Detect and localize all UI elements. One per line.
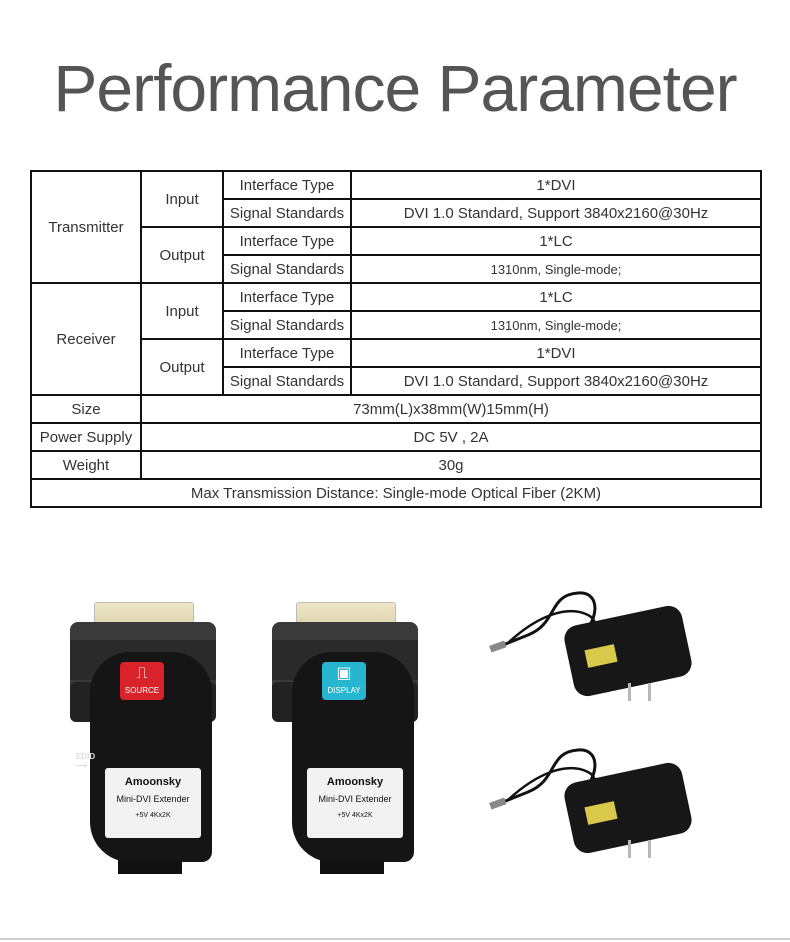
- device-label: [307, 768, 403, 838]
- power-supply-label: Power Supply: [31, 423, 141, 451]
- rx-output-label: Output: [141, 339, 223, 395]
- source-button: [120, 662, 164, 700]
- max-distance-row: Max Transmission Distance: Single-mode Optical Fiber (2KM): [31, 479, 761, 507]
- tx-input-label: Input: [141, 171, 223, 227]
- tx-output-interface-value: 1*LC: [351, 227, 761, 255]
- size-value: 73mm(L)x38mm(W)15mm(H): [141, 395, 761, 423]
- brand-name: Amoonsky: [124, 776, 182, 788]
- interface-type-label: Interface Type: [223, 339, 351, 367]
- display-icon: ▣: [336, 665, 352, 682]
- model-name: Mini-DVI Extender: [318, 794, 392, 804]
- power-adapter-image: [488, 742, 698, 862]
- receiver-device-image: [272, 602, 422, 872]
- interface-type-label: Interface Type: [223, 283, 351, 311]
- table-row: [31, 171, 761, 199]
- signal-standards-label: Signal Standards: [223, 255, 351, 283]
- device-foot: [320, 860, 384, 874]
- signal-standards-label: Signal Standards: [223, 199, 351, 227]
- table-row: [31, 339, 761, 367]
- size-label: Size: [31, 395, 141, 423]
- source-icon: ⎍: [136, 665, 148, 682]
- device-specs: +5V 4Kx2K: [337, 812, 373, 819]
- table-row: [31, 451, 761, 479]
- rx-output-signal-value: DVI 1.0 Standard, Support 3840x2160@30Hz: [351, 367, 761, 395]
- rx-output-interface-value: 1*DVI: [351, 339, 761, 367]
- signal-standards-label: Signal Standards: [223, 367, 351, 395]
- interface-type-label: Interface Type: [223, 227, 351, 255]
- rx-input-label: Input: [141, 283, 223, 339]
- table-row: [31, 479, 761, 507]
- signal-standards-label: Signal Standards: [223, 311, 351, 339]
- tx-input-interface-value: 1*DVI: [351, 171, 761, 199]
- device-specs: +5V 4Kx2K: [135, 812, 171, 819]
- power-supply-value: DC 5V , 2A: [141, 423, 761, 451]
- transmitter-label: Transmitter: [31, 171, 141, 283]
- tx-input-signal-value: DVI 1.0 Standard, Support 3840x2160@30Hz: [351, 199, 761, 227]
- receiver-label: Receiver: [31, 283, 141, 395]
- power-adapter-image: [488, 585, 698, 705]
- table-row: [31, 283, 761, 311]
- brand-name: Amoonsky: [326, 776, 384, 788]
- device-foot: [118, 860, 182, 874]
- display-button-label: DISPLAY: [327, 686, 361, 695]
- page-title: Performance Parameter: [53, 51, 737, 125]
- edid-label: EDID ⟶: [76, 752, 96, 770]
- spec-table: [30, 170, 762, 508]
- tx-output-signal-value: 1310nm, Single-mode;: [351, 255, 761, 283]
- tx-output-label: Output: [141, 227, 223, 283]
- model-name: Mini-DVI Extender: [116, 794, 190, 804]
- device-label: [105, 768, 201, 838]
- interface-type-label: Interface Type: [223, 171, 351, 199]
- display-button: [322, 662, 366, 700]
- table-row: [31, 395, 761, 423]
- weight-value: 30g: [141, 451, 761, 479]
- weight-label: Weight: [31, 451, 141, 479]
- rx-input-interface-value: 1*LC: [351, 283, 761, 311]
- transmitter-device-image: [70, 602, 220, 872]
- table-row: [31, 227, 761, 255]
- table-row: [31, 423, 761, 451]
- divider: [0, 938, 790, 940]
- arrow-right-icon: ⟶: [76, 761, 88, 770]
- rx-input-signal-value: 1310nm, Single-mode;: [351, 311, 761, 339]
- source-button-label: SOURCE: [124, 686, 160, 695]
